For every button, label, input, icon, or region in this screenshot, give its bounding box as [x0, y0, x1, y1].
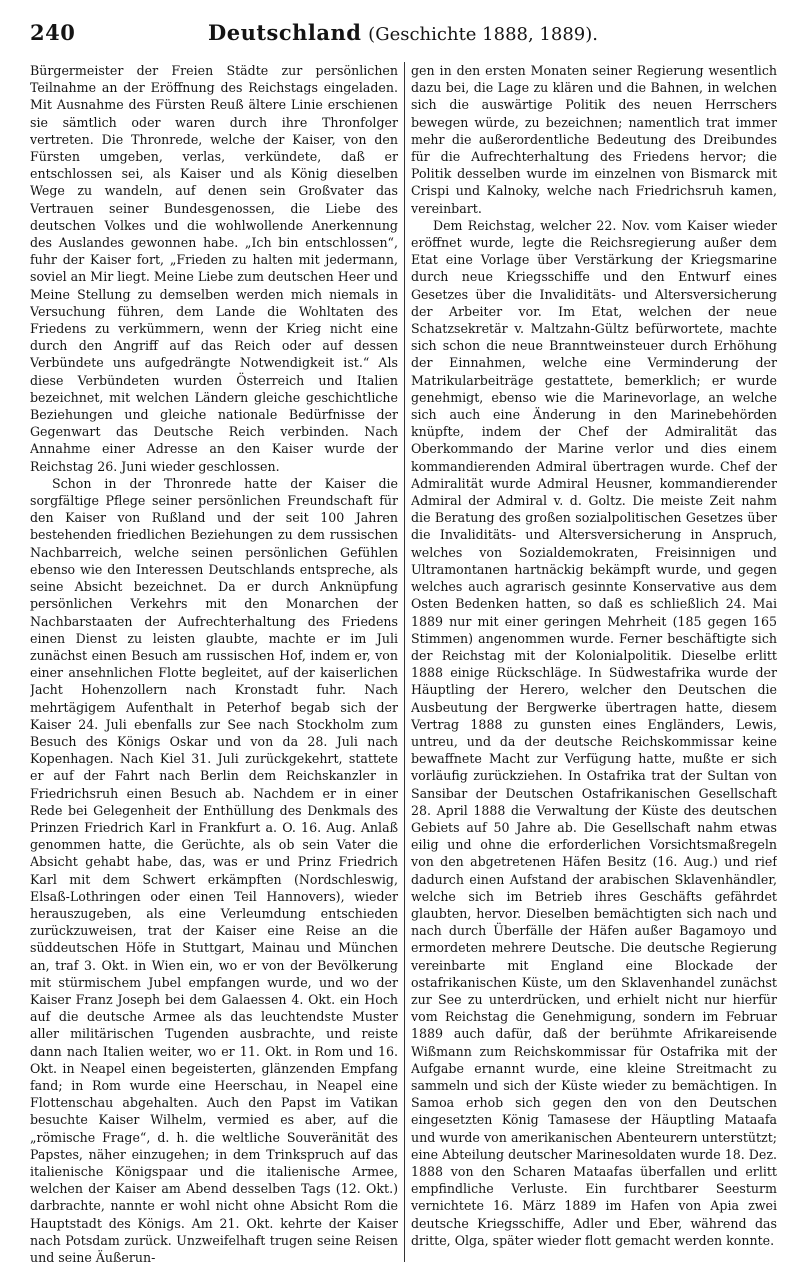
- left-column: [30, 62, 398, 1272]
- running-head-title: Deutschland: [208, 20, 362, 45]
- paragraph: Bürgermeister der Freien Städte zur persönlichen Teilnahme an der Eröffnung des Reichstags eingeladen. Mit Ausnahme des Fürsten Reuß ältere Linie erschienen sie sämtlich oder waren durch ihre Thronfolger vertreten. Die Thronrede, welche der Kaiser, von den Fürsten umgeben, verlas, verkündete, daß er entschlossen sei, als Kaiser und als König dieselben Wege zu wandeln, auf denen sein Großvater das Vertrauen seiner Bundesgenossen, die Liebe des deutschen Volkes und die wohlwollende Anerkennung des Auslandes gewonnen habe. „Ich bin entschlossen“, fuhr der Kaiser fort, „Frieden zu halten mit jedermann, soviel an Mir liegt. Meine Liebe zum deutschen Heer und Meine Stellung zu demselben werden mich niemals in Versuchung führen, dem Lande die Wohltaten des Friedens zu verkümmern, wenn der Krieg nicht eine durch den Angriff auf das Reich oder auf dessen Verbündete uns aufgedrängte Notwendigkeit ist.“ Als diese Verbündeten wurden Österreich und Italien bezeichnet, mit welchen Ländern gleiche geschichtliche Beziehungen und gleiche nationale Bedürfnisse der Gegenwart das Deutsche Reich verbinden. Nach Annahme einer Adresse an den Kaiser wurde der Reichstag 26. Juni wieder geschlossen.: [30, 63, 398, 474]
- page-header: [30, 16, 776, 52]
- column-divider: [404, 62, 405, 1262]
- paragraph: gen in den ersten Monaten seiner Regierung wesentlich dazu bei, die Lage zu klären und die Bahnen, in welchen sich die auswärtige Politik des neuen Herrschers bewegen würde, zu bezeichnen; namentlich trat immer mehr die außerordentliche Bedeutung des Dreibundes für die Aufrechterhaltung des Friedens hervor; die Politik desselben wurde im einzelnen von Bismarck mit Crispi und Kalnoky, welche nach Friedrichsruh kamen, vereinbart.: [411, 63, 777, 216]
- page-number: 240: [30, 20, 76, 45]
- paragraph: Schon in der Thronrede hatte der Kaiser die sorgfältige Pflege seiner persönlichen Freundschaft für den Kaiser von Rußland und der seit 100 Jahren bestehenden friedlichen Beziehungen zu dem russischen Nachbarreich, welche seinen persönlichen Gefühlen ebenso wie den Interessen Deutschlands entspreche, als seine Absicht bezeichnet. Da er durch Anknüpfung persönlichen Verkehrs mit den Monarchen der Nachbarstaaten der Aufrechterhaltung des Friedens einen Dienst zu leisten glaubte, machte er im Juli zunächst einen Besuch am russischen Hof, indem er, von einer ansehnlichen Flotte begleitet, auf der kaiserlichen Jacht Hohenzollern nach Kronstadt fuhr. Nach mehrtägigem Aufenthalt in Peterhof begab sich der Kaiser 24. Juli ebenfalls zur See nach Stockholm zum Besuch des Königs Oskar und von da 28. Juli nach Kopenhagen. Nach Kiel 31. Juli zurückgekehrt, stattete er auf der Fahrt nach Berlin dem Reichskanzler in Friedrichsruh einen Besuch ab. Nachdem er in einer Rede bei Gelegenheit der Enthüllung des Denkmals des Prinzen Friedrich Karl in Frankfurt a. O. 16. Aug. Anlaß genommen hatte, die Gerüchte, als ob sein Vater die Absicht gehabt habe, das, was er und Prinz Friedrich Karl mit dem Schwert erkämpften (Nordschleswig, Elsaß-Lothringen oder einen Teil Hannovers), wieder herauszugeben, als eine Verleumdung entschieden zurückzuweisen, trat der Kaiser eine Reise an die süddeutschen Höfe in Stuttgart, Mainau und München an, traf 3. Okt. in Wien ein, wo er von der Bevölkerung mit stürmischem Jubel empfangen wurde, und wo der Kaiser Franz Joseph bei dem Galaessen 4. Okt. ein Hoch auf die deutsche Armee als das leuchtendste Muster aller militärischen Tugenden ausbrachte, und reiste dann nach Italien weiter, wo er 11. Okt. in Rom und 16. Okt. in Neapel einen begeisterten, glänzenden Empfang fand; in Rom wurde eine Heerschau, in Neapel eine Flottenschau abgehalten. Auch den Papst im Vatikan besuchte Kaiser Wilhelm, vermied es aber, auf die „römische Frage“, d. h. die weltliche Souveränität des Papstes, näher einzugehen; in dem Trinkspruch auf das italienische Königspaar und die italienische Armee, welchen der Kaiser am Abend desselben Tags (12. Okt.) darbrachte, nannte er wohl nicht ohne Absicht Rom die Hauptstadt des Königs. Am 21. Okt. kehrte der Kaiser nach Potsdam zurück. Unzweifelhaft trugen seine Reisen und seine Äußerun-: [30, 475, 398, 1266]
- running-head: [30, 20, 776, 45]
- running-head-subtitle: (Geschichte 1888, 1889).: [368, 24, 598, 45]
- paragraph: Dem Reichstag, welcher 22. Nov. vom Kaiser wieder eröffnet wurde, legte die Reichsregierung außer dem Etat eine Vorlage über Verstärkung der Kriegsmarine durch neue Kriegsschiffe und den Entwurf eines Gesetzes über die Invaliditäts- und Altersversicherung der Arbeiter vor. Im Etat, welchen der neue Schatzsekretär v. Maltzahn-Gültz befürwortete, machte sich schon die neue Branntweinsteuer durch Erhöhung der Einnahmen, welche eine Verminderung der Matrikularbeiträge gestattete, bemerklich; er wurde genehmigt, ebenso wie die Marinevorlage, an welche sich auch eine Änderung in den Marinebehörden knüpfte, indem der Chef der Admiralität das Oberkommando der Marine verlor und dies einem kommandierenden Admiral übertragen wurde. Chef der Admiralität wurde Admiral Heusner, kommandierender Admiral der Admiral v. d. Goltz. Die meiste Zeit nahm die Beratung des großen sozialpolitischen Gesetzes über die Invaliditäts- und Altersversicherung in Anspruch, welches von Sozialdemokraten, Freisinnigen und Ultramontanen hartnäckig bekämpft wurde, und gegen welches auch agrarisch gesinnte Konservative aus dem Osten Bedenken hatten, so daß es schließlich 24. Mai 1889 nur mit einer geringen Mehrheit (185 gegen 165 Stimmen) angenommen wurde. Ferner beschäftigte sich der Reichstag mit der Kolonialpolitik. Dieselbe erlitt 1888 einige Rückschläge. In Südwestafrika wurde der Häuptling der Herero, welcher den Deutschen die Ausbeutung der Bergwerke übertragen hatte, diesem Vertrag 1888 zu gunsten eines Engländers, Lewis, untreu, und da der deutsche Reichskommissar keine bewaffnete Macht zur Verfügung hatte, mußte er sich vorläufig zurückziehen. In Ostafrika trat der Sultan von Sansibar der Deutschen Ostafrikanischen Gesellschaft 28. April 1888 die Verwaltung der Küste des deutschen Gebiets auf 50 Jahre ab. Die Gesellschaft nahm etwas eilig und ohne die erforderlichen Vorsichtsmaßregeln von den abgetretenen Häfen Besitz (16. Aug.) und rief dadurch einen Aufstand der arabischen Sklavenhändler, welche sich im Betrieb ihres Geschäfts gefährdet glaubten, hervor. Dieselben bemächtigten sich nach und nach durch Überfälle der Häfen außer Bagamoyo und ermordeten mehrere Deutsche. Die deutsche Regierung vereinbarte mit England eine Blockade der ostafrikanischen Küste, um den Sklavenhandel zunächst zur See zu unterdrücken, und erhielt nicht nur hierfür vom Reichstag die Genehmigung, sondern im Februar 1889 auch dafür, daß der berühmte Afrikareisende Wißmann zum Reichskommissar für Ostafrika mit der Aufgabe ernannt wurde, eine kleine Streitmacht zu sammeln und sich der Küste wieder zu bemächtigen. In Samoa erhob sich gegen den von den Deutschen eingesetzten König Tamasese der Häuptling Mataafa und wurde von amerikanischen Abenteurern unterstützt; eine Abteilung deutscher Marinesoldaten wurde 18. Dez. 1888 von den Scharen Mataafas überfallen und erlitt empfindliche Verluste. Ein furchtbarer Seesturm vernichtete 16. März 1889 im Hafen von Apia zwei deutsche Kriegsschiffe, Adler und Eber, während das dritte, Olga, später wieder flott gemacht werden konnte.: [411, 217, 777, 1248]
- right-column: [411, 62, 777, 1272]
